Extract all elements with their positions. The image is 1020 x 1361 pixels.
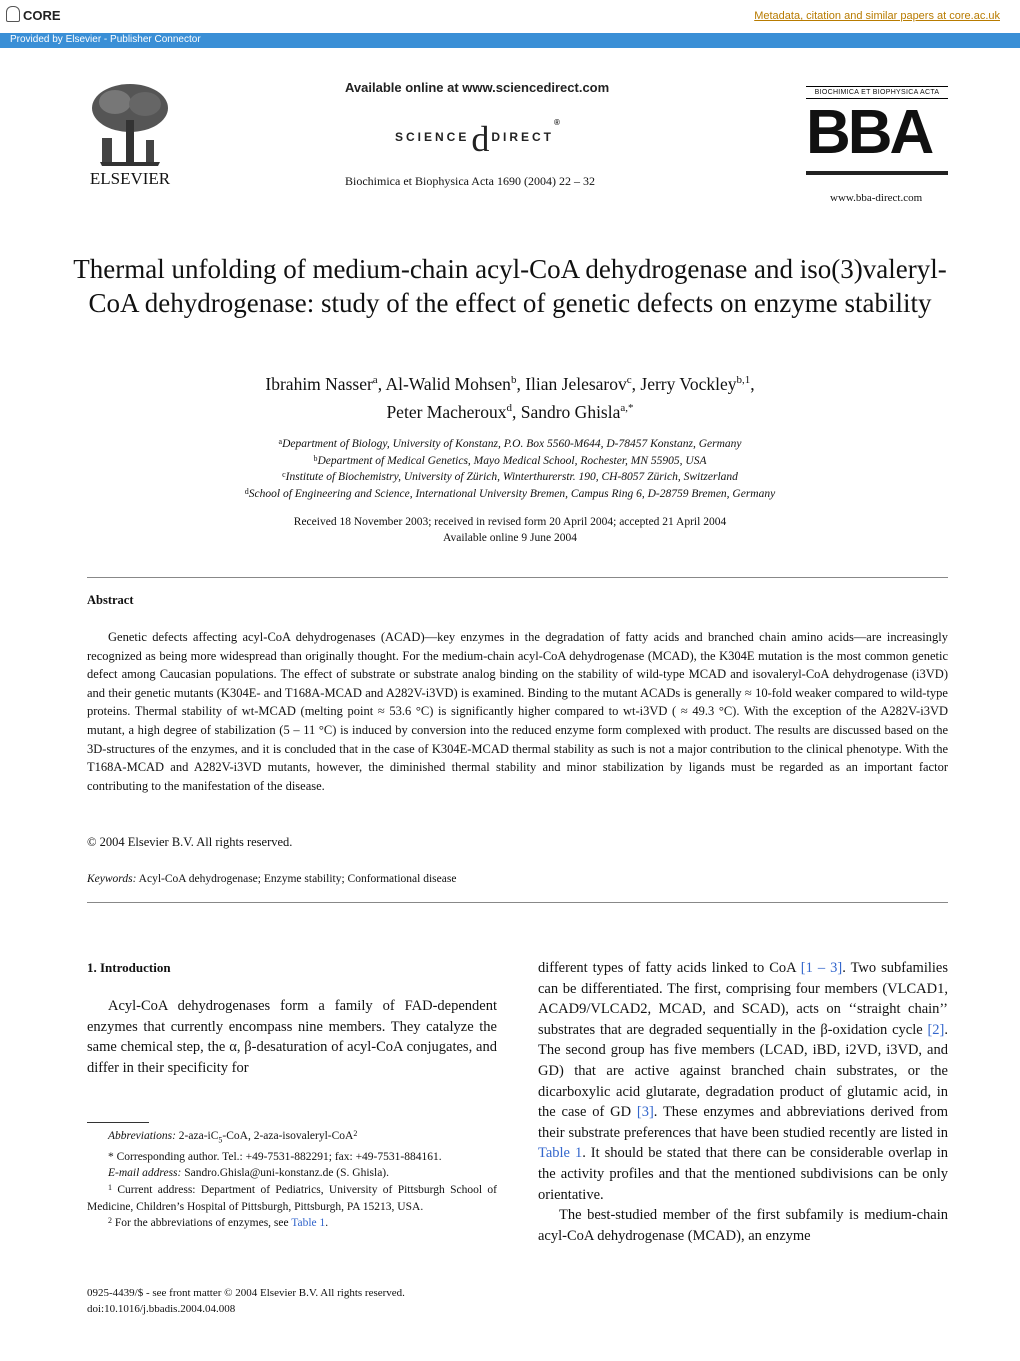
available-online-date: Available online 9 June 2004 <box>443 532 577 544</box>
author-affiliation-mark: c <box>626 374 632 386</box>
affiliation-mark: a <box>278 437 283 446</box>
journal-reference: Biochimica et Biophysica Acta 1690 (2004) 22 – 32 <box>345 174 595 188</box>
author-affiliation-mark: d <box>506 402 512 414</box>
footnote-corresponding: * Corresponding author. Tel.: +49-7531-882291; fax: +49-7531-884161. <box>108 1150 442 1163</box>
intro-right-column <box>538 958 948 1246</box>
keywords-list: Acyl-CoA dehydrogenase; Enzyme stability; Conformational disease <box>138 873 457 885</box>
affiliation-text: Department of Biology, University of Konstanz, P.O. Box 5560-M644, D-78457 Konstanz, Germany <box>282 438 742 450</box>
bba-logo-block <box>806 86 948 175</box>
author-affiliation-mark: a <box>372 374 378 386</box>
sd-right: DIRECT <box>491 130 555 144</box>
affiliation-mark: d <box>244 486 249 496</box>
core-logo[interactable] <box>6 6 61 23</box>
affiliation-text: School of Engineering and Science, International University Bremen, Campus Ring 6, D-28759 Bremen, Germany <box>248 487 776 500</box>
keywords-label: Keywords: <box>87 873 137 885</box>
footnote-1 <box>87 1182 497 1215</box>
author-separator: , <box>631 374 641 394</box>
sciencedirect-logo <box>395 118 560 160</box>
text-run: . It should be stated that there can be considerable overlap in the activity profiles and that the mentioned subdivisions can be only orientative. <box>538 1145 948 1203</box>
table-1-link[interactable]: Table 1 <box>538 1145 583 1162</box>
core-icon <box>6 6 20 22</box>
divider-top <box>87 577 948 578</box>
affiliation-text: Department of Medical Genetics, Mayo Medical School, Rochester, MN 55905, USA <box>317 454 707 467</box>
affiliation-mark: b <box>313 453 318 463</box>
section-heading-introduction: 1. Introduction <box>87 960 171 975</box>
intro-paragraph-1 <box>538 958 948 1205</box>
received-dates: Received 18 November 2003; received in revised form 20 April 2004; accepted 21 April 2004 <box>293 516 727 528</box>
author-separator: , <box>377 374 386 394</box>
abstract-text: Genetic defects affecting acyl-CoA dehydrogenases (ACAD)—key enzymes in the degradation of fatty acids and branched chain amino acids—are increasingly recognized as being more widespread than originally thought. For the medium-chain acyl-CoA dehydrogenase (MCAD), the K304E mutation is the most common genetic defect among Caucasian populations. The effect of substrate or substrate analog binding on the stability of wild-type MCAD and isovaleryl-CoA dehydrogenase (i3VD) and their genetic mutants (K304E- and T168A-MCAD and A282V-i3VD) is examined. Binding to the mutant ACADs is generally ≈ 10-fold weaker compared to wild-type proteins. Thermal stability of wt-MCAD (melting point ≈ 53.6 °C) is significantly higher compared to wt-i3VD ( ≈ 49.3 °C). With the exception of the A282V-i3VD mutant, a high degree of stabilization (5 – 11 °C) is induced by conversion into the reduced enzyme form complexed with product. The results are discussed based on the 3D-structures of the enzymes, and it is concluded that in the case of K304E-MCAD thermal stability as such is not a major contribution to the clinical phenotype. With the T168A-MCAD and A282V-i3VD mutants, however, the diminished thermal stability and minor stabilization by ligands must be regarded as an important factor contributing to the manifestation of the disease. <box>87 630 948 793</box>
superscript: 1 <box>108 1183 112 1193</box>
text-run: different types of fatty acids linked to CoA <box>538 960 801 976</box>
author-name: Ilian Jelesarov <box>525 374 627 394</box>
elsevier-wordmark: ELSEVIER <box>89 169 171 188</box>
author-affiliation-mark: a,* <box>620 402 634 414</box>
email-address[interactable]: Sandro.Ghisla@uni-konstanz.de (S. Ghisla). <box>181 1167 390 1180</box>
text-run: . Two subfamilies can be differentiated. The first, comprising four members (VLCAD1, ACAD9/VLCAD2, MCAD, and SCAD), acts on ‘‘straight chain’’ substrates that are degraded sequentially in the β-oxidation cycle <box>538 960 948 1038</box>
provided-by-bar <box>0 33 1020 48</box>
provided-by-text[interactable]: Provided by Elsevier - Publisher Connector <box>10 34 201 45</box>
intro-left-column: Acyl-CoA dehydrogenases form a family of FAD-dependent enzymes that currently encompass nine members. They catalyze the same chemical step, the α, β-desaturation of acyl-CoA conjugates, and differ in their specificity for <box>87 998 497 1076</box>
elsevier-tree-logo <box>80 80 180 190</box>
affiliation-line <box>60 436 960 453</box>
footnote-2 <box>87 1215 497 1232</box>
affiliation-line <box>60 453 960 470</box>
core-metadata-link[interactable]: Metadata, citation and similar papers at core.ac.uk <box>754 10 1000 22</box>
text-run: . <box>325 1217 329 1230</box>
bba-url: www.bba-direct.com <box>830 192 923 204</box>
footnotes <box>87 1128 497 1232</box>
abstract-copyright: © 2004 Elsevier B.V. All rights reserved. <box>87 835 293 849</box>
footnote-abbreviations <box>87 1128 497 1149</box>
text-run: For the abbreviations of enzymes, see <box>112 1217 292 1230</box>
author-name: Al-Walid Mohsen <box>385 374 511 394</box>
text-run: . These enzymes and abbreviations derived from their substrate preferences that have been studied recently are listed in <box>538 1104 948 1141</box>
author-name: Jerry Vockley <box>640 374 737 394</box>
affiliation-line <box>60 469 960 486</box>
sd-at-symbol: d <box>471 119 490 159</box>
footnote-email <box>87 1165 497 1182</box>
issn-doi <box>87 1285 405 1317</box>
citation-link-2[interactable]: [2] <box>927 1021 945 1038</box>
affiliation-line <box>60 486 960 503</box>
superscript: 2 <box>108 1216 112 1226</box>
core-label: CORE <box>23 8 61 23</box>
author-affiliation-mark: b,1 <box>736 374 751 386</box>
bba-rule <box>806 171 948 175</box>
affiliation-mark: c <box>282 470 286 479</box>
text-run: 2-aza-iC <box>175 1130 219 1142</box>
author-list <box>60 370 960 426</box>
author-line-1 <box>60 370 960 398</box>
author-name: Sandro Ghisla <box>520 402 621 422</box>
author-name: Ibrahim Nasser <box>265 374 373 394</box>
author-separator: , <box>750 374 755 394</box>
citation-link-1-3[interactable]: [1 – 3] <box>800 960 843 976</box>
available-online-text: Available online at www.sciencedirect.com <box>345 80 610 95</box>
email-label: E-mail address: <box>108 1167 182 1180</box>
abstract-heading: Abstract <box>87 593 134 607</box>
divider-bottom <box>87 902 948 903</box>
text-run: Current address: Department of Pediatrics, University of Pittsburgh School of Medicine, Children’s Hospital of Pittsburgh, Pittsburgh, PA 15213, USA. <box>87 1184 497 1213</box>
text-run: . The second group has five members (LCAD, iBD, i2VD, i3VD, and GD) that are active against branched chain substrates, or the dicarboxylic acid glutarate, degradation product of glutamic acid, in the case of GD <box>538 1021 948 1121</box>
keywords <box>87 873 456 885</box>
footnote-rule <box>87 1122 149 1123</box>
bba-journal-title: BIOCHIMICA ET BIOPHYSICA ACTA <box>806 86 948 99</box>
intro-paragraph-2: The best-studied member of the first subfamily is medium-chain acyl-CoA dehydrogenase (MCAD), an enzyme <box>538 1207 948 1244</box>
superscript: 2 <box>353 1129 358 1138</box>
article-title: Thermal unfolding of medium-chain acyl-CoA dehydrogenase and iso(3)valeryl-CoA dehydrogenase: study of the effect of genetic defects on enzyme stability <box>73 254 947 318</box>
table-1-link[interactable]: Table 1 <box>291 1217 326 1230</box>
author-affiliation-mark: b <box>510 374 517 386</box>
sd-registered: ® <box>554 118 560 127</box>
author-separator: , <box>511 402 521 422</box>
doi-line[interactable]: doi:10.1016/j.bbadis.2004.04.008 <box>87 1303 236 1315</box>
author-line-2 <box>60 398 960 426</box>
author-name: Peter Macheroux <box>386 402 507 422</box>
text-run: -CoA, 2-aza-isovaleryl-CoA <box>222 1130 354 1142</box>
author-separator: , <box>516 374 526 394</box>
abbrev-label: Abbreviations: <box>108 1130 176 1142</box>
sd-left: SCIENCE <box>395 130 470 144</box>
article-dates <box>60 514 960 546</box>
bba-logo: BBA <box>806 98 932 167</box>
affiliation-text: Institute of Biochemistry, University of Zürich, Winterthurerstr. 190, CH-8057 Zürich, Switzerland <box>285 471 738 483</box>
issn-line: 0925-4439/$ - see front matter © 2004 Elsevier B.V. All rights reserved. <box>87 1287 405 1299</box>
affiliations <box>60 436 960 502</box>
subscript: 5 <box>218 1135 223 1145</box>
citation-link-3[interactable]: [3] <box>636 1104 654 1121</box>
